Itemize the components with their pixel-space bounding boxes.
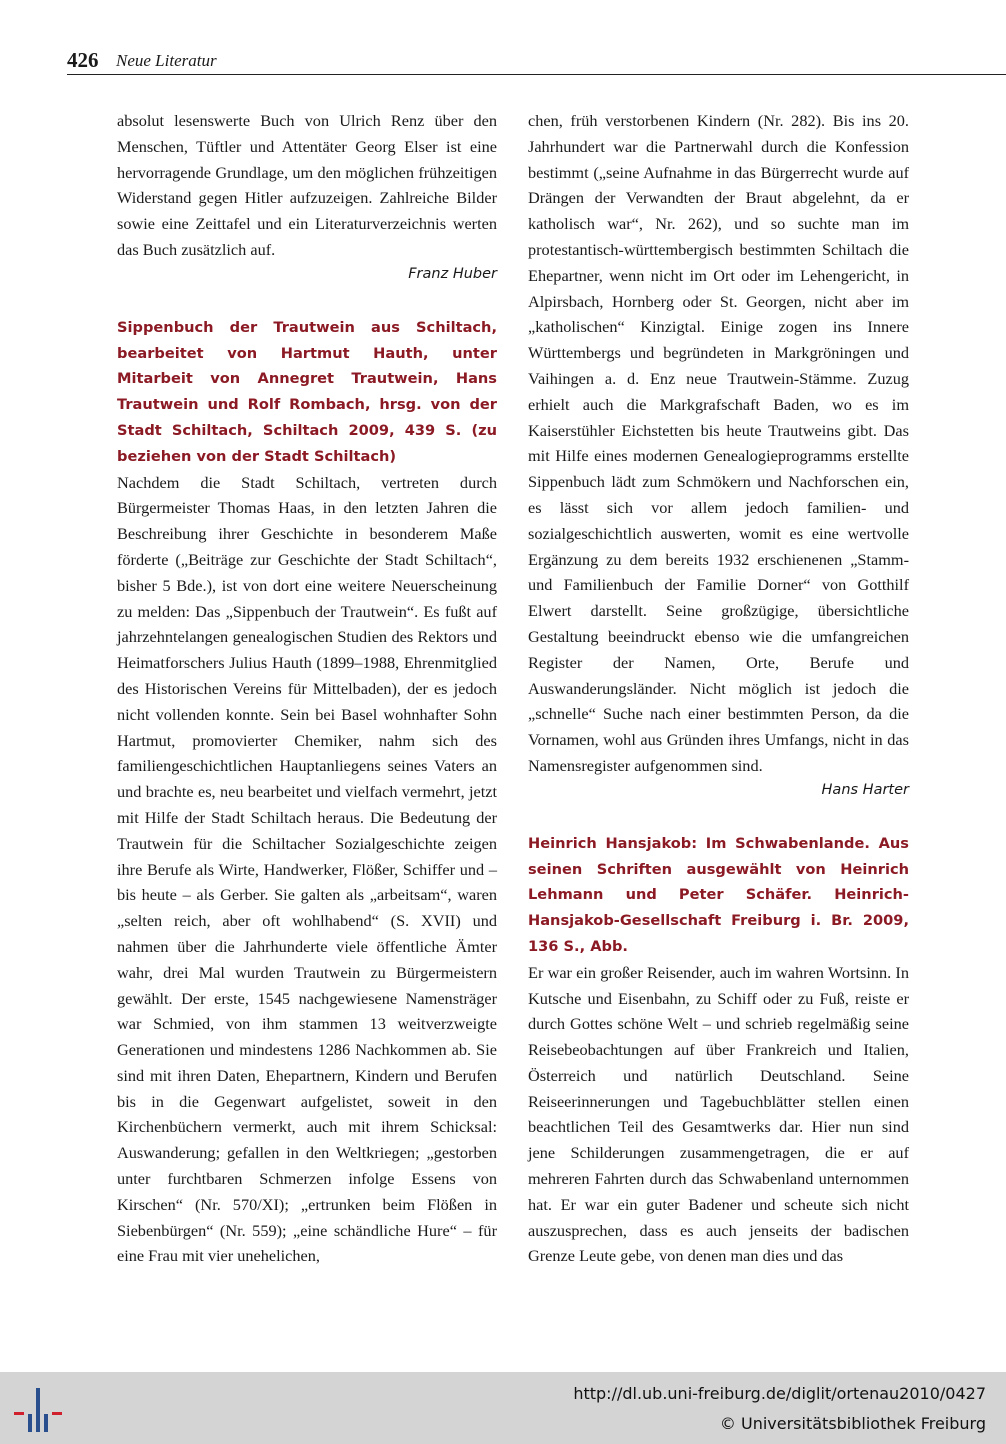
- book-title-heading: Heinrich Hansjakob: Im Schwabenlande. Aus seinen Schriften ausgewählt von Heinrich Lehmann und Peter Schäfer. Heinrich-Hansjakob-Gesellschaft Freiburg i. Br. 2009, 136 S., Abb.: [528, 834, 909, 955]
- page-header: [67, 46, 1006, 75]
- book-title-heading: Sippenbuch der Trautwein aus Schiltach, bearbeitet von Hartmut Hauth, unter Mitarbeit von Annegret Trautwein, Hans Trautwein und Rolf Rombach, hrsg. von der Stadt Schiltach, Schiltach 2009, 439 S. (zu beziehen von der Stadt Schiltach): [117, 318, 497, 465]
- page-number: 426: [67, 48, 99, 72]
- copyright-text: © Universitätsbibliothek Freiburg: [719, 1414, 986, 1433]
- left-column: [117, 108, 497, 1269]
- ub-freiburg-logo-icon: [12, 1384, 64, 1436]
- review-text: chen, früh verstorbenen Kindern (Nr. 282). Bis ins 20. Jahrhundert war die Partnerwahl durch die Konfession bestimmt („seine Aufnahme in das Bürgerrecht wurde auf Drängen der Verwandten der Braut abgelehnt, da er katholisch war“, Nr. 262), und so suchte man im protestantisch-württembergisch bestimmten Schiltach die Ehepartner, wenn nicht im Ort oder im Lehengericht, in Alpirsbach, Hornberg oder St. Georgen, nicht aber im „katholischen“ Kinzigtal. Einige zogen ins Innere Württembergs und begründeten in Markgröningen und Vaihingen a. d. Enz neue Trautwein-Stämme. Zuzug erhielt auch die Markgrafschaft Baden, wo es im Kaiserstühler Eichstetten bis heute Trautweins gibt. Das mit Hilfe eines modernen Genealogieprogramms erstellte Sippenbuch lädt zum Schmökern und Nachforschen ein, es lässt sich vor allem jedoch familien- und sozialgeschichtlich auswerten, womit es eine wertvolle Ergänzung zu dem bereits 1932 erschienenen „Stamm- und Familienbuch der Familie Dorner“ von Gotthilf Elwert darstellt. Seine großzügige, übersichtliche Gestaltung beeindruckt ebenso wie die umfangreichen Register der Namen, Orte, Berufe und Auswanderungsländer. Nicht möglich ist jedoch die „schnelle“ Suche nach einer bestimmten Person, da die Vornamen, wohl aus Gründen ihres Umfangs, nicht in das Namensregister aufgenommen sind.: [528, 111, 909, 775]
- review-text: Nachdem die Stadt Schiltach, vertreten durch Bürgermeister Thomas Haas, in den letzten Jahren die Beschreibung ihrer Geschichte in besonderem Maße förderte („Beiträge zur Geschichte der Stadt Schiltach“, bisher 5 Bde.), ist von dort eine weitere Neuerscheinung zu melden: Das „Sippenbuch der Trautwein“. Es fußt auf jahrzehntelangen genealogischen Studien des Rektors und Heimatforschers Julius Hauth (1899–1988, Ehrenmitglied des Historischen Vereins für Mittelbaden), der es jedoch nicht vollenden konnte. Sein bei Basel wohnhafter Sohn Hartmut, promovierter Chemiker, nahm sich des familiengeschichtlichen Hauptanliegens seines Vaters an und brachte es, neu bearbeitet und vielfach vermehrt, jetzt mit Hilfe der Stadt Schiltach heraus. Die Bedeutung der Trautwein für die Schiltacher Sozialgeschichte zeigen ihre Berufe als Wirte, Handwerker, Flößer, Schiffer und – bis heute – als Gerber. Sie galten als „arbeitsam“, waren „selten reich, aber oft wohlhabend“ (S. XVII) und nahmen über die Jahrhunderte viele öffentliche Ämter wahr, drei Mal wurden Trautwein zu Bürgermeistern gewählt. Der erste, 1545 nachgewiesene Namensträger war Schmied, von ihm stammen 13 weitverzweigte Generationen und mindestens 1286 Nachkommen ab. Sie sind mit ihren Daten, Ehepartnern, Kindern und Berufen bis in die Gegenwart aufgelistet, soweit in den Kirchenbüchern vermerkt, auch mit ihrem Schicksal: Auswanderung; gefallen in den Weltkriegen; „gestorben unter furchtbaren Schmerzen infolge Essens von Kirschen“ (Nr. 570/XI); „ertrunken beim Flößen in Siebenbürgen“ (Nr. 559); „eine schändliche Hure“ – für eine Frau mit vier unehelichen,: [117, 472, 497, 1266]
- review-text: Er war ein großer Reisender, auch im wahren Wortsinn. In Kutsche und Eisenbahn, zu Schiff oder zu Fuß, reiste er durch Gottes schöne Welt – und schrieb regelmäßig seine Reisebeobachtungen auf über Frankreich und Italien, Österreich und natürlich Deutschland. Seine Reiseerinnerungen und Tagebuchblätter stellen einen beachtlichen Teil des Gesamtwerks dar. Hier nun sind jene Schilderungen zusammengetragen, die er auf mehreren Fahrten durch das Schwabenland unternommen hat. Er war ein guter Badener und scheute sich nicht auszusprechen, dass es auch jenseits der badischen Grenze Leute gebe, von denen man dies und das: [528, 962, 909, 1266]
- library-footer: [0, 1372, 1006, 1444]
- document-url-link[interactable]: http://dl.ub.uni-freiburg.de/diglit/ortenau2010/0427: [573, 1384, 986, 1403]
- right-column: [528, 108, 909, 1269]
- reviewer-signature: Hans Harter: [821, 781, 909, 798]
- review-text: absolut lesenswerte Buch von Ulrich Renz über den Menschen, Tüftler und Attentäter Georg Elser ist eine hervorragende Grundlage, um den möglichen frühzeitigen Widerstand gegen Hitler aufzuzeigen. Zahlreiche Bilder sowie eine Zeittafel und ein Literaturverzeichnis werten das Buch zusätzlich auf.: [117, 111, 497, 259]
- running-title: Neue Literatur: [116, 51, 217, 70]
- reviewer-signature: Franz Huber: [408, 265, 497, 282]
